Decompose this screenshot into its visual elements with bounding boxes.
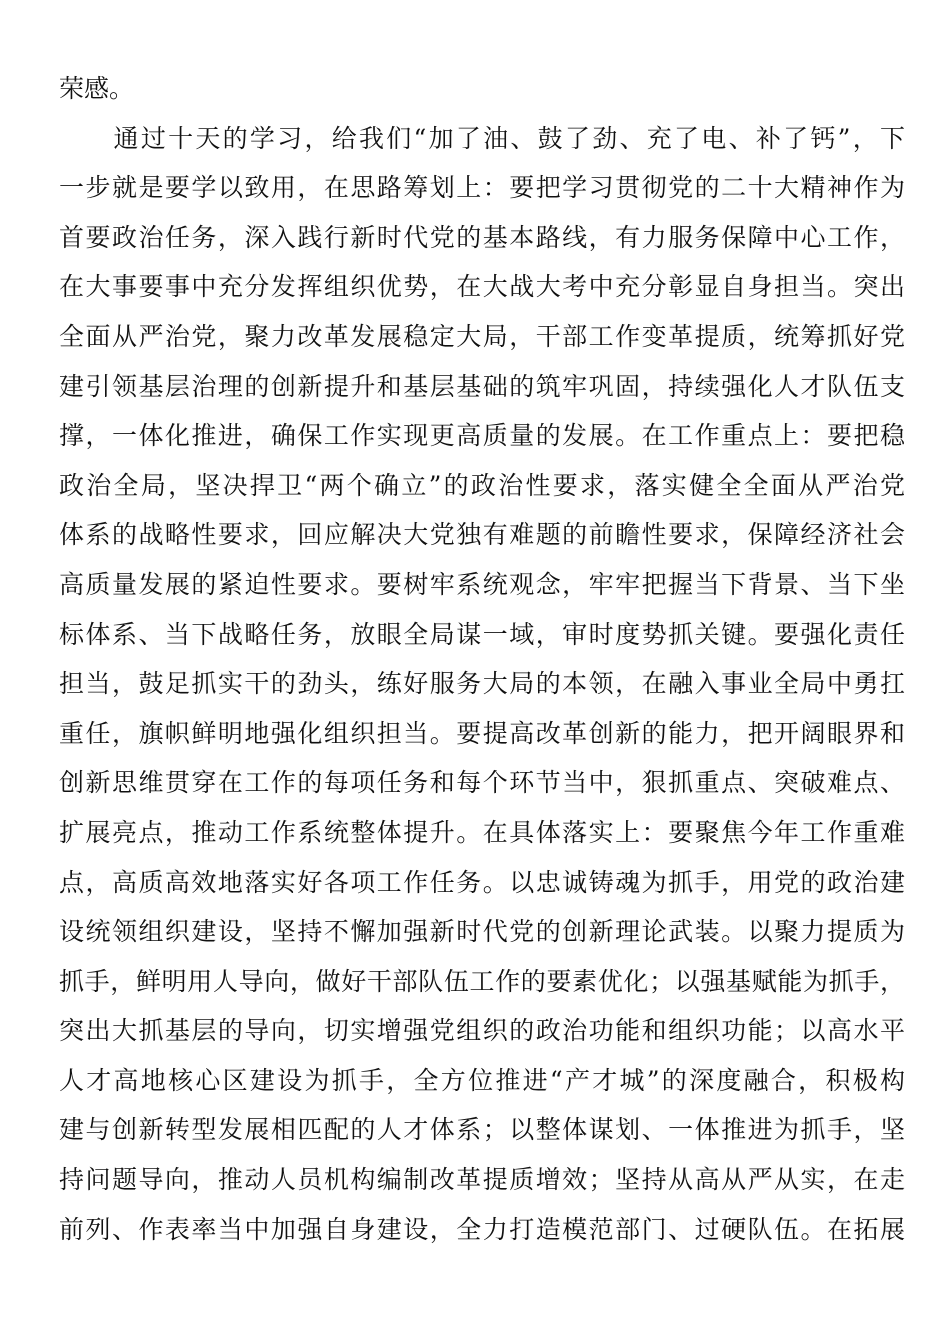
- text-line-5: 在大事要事中充分发挥组织优势，在大战大考中充分彰显自身担当。突出: [59, 272, 905, 302]
- text-line-7: 建引领基层治理的创新提升和基层基础的筑牢巩固，持续强化人才队伍支: [59, 371, 905, 401]
- text-line-24: 前列、作表率当中加强自身建设，全力打造模范部门、过硬队伍。在拓展: [59, 1214, 905, 1244]
- text-line-21: 人才高地核心区建设为抓手，全方位推进“产才城”的深度融合，积极构: [59, 1065, 905, 1095]
- text-line-8: 撑，一体化推进，确保工作实现更高质量的发展。在工作重点上：要把稳: [59, 421, 905, 451]
- text-line-9: 政治全局，坚决捍卫“两个确立”的政治性要求，落实健全全面从严治党: [59, 470, 905, 500]
- body-text: [59, 64, 905, 1254]
- text-line-22: 建与创新转型发展相匹配的人才体系；以整体谋划、一体推进为抓手，坚: [59, 1115, 905, 1145]
- text-line-18: 设统领组织建设，坚持不懈加强新时代党的创新理论武装。以聚力提质为: [59, 917, 905, 947]
- text-line-13: 担当，鼓足抓实干的劲头，练好服务大局的本领，在融入事业全局中勇扛: [59, 669, 905, 699]
- text-line-12: 标体系、当下战略任务，放眼全局谋一域，审时度势抓关键。要强化责任: [59, 619, 905, 649]
- text-line-4: 首要政治任务，深入践行新时代党的基本路线，有力服务保障中心工作，: [59, 222, 905, 252]
- text-line-1: 荣感。: [59, 74, 135, 103]
- text-line-11: 高质量发展的紧迫性要求。要树牢系统观念，牢牢把握当下背景、当下坐: [59, 569, 905, 599]
- text-line-6: 全面从严治党，聚力改革发展稳定大局，干部工作变革提质，统筹抓好党: [59, 321, 905, 351]
- text-line-16: 扩展亮点，推动工作系统整体提升。在具体落实上：要聚焦今年工作重难: [59, 817, 905, 847]
- text-line-17: 点，高质高效地落实好各项工作任务。以忠诚铸魂为抓手，用党的政治建: [59, 867, 905, 897]
- text-line-20: 突出大抓基层的导向，切实增强党组织的政治功能和组织功能；以高水平: [59, 1016, 905, 1046]
- text-line-3: 一步就是要学以致用，在思路筹划上：要把学习贯彻党的二十大精神作为: [59, 173, 905, 203]
- text-line-14: 重任，旗帜鲜明地强化组织担当。要提高改革创新的能力，把开阔眼界和: [59, 718, 905, 748]
- text-line-2: 通过十天的学习，给我们“加了油、鼓了劲、充了电、补了钙”，下: [59, 123, 905, 153]
- text-line-19: 抓手，鲜明用人导向，做好干部队伍工作的要素优化；以强基赋能为抓手，: [59, 966, 905, 996]
- text-line-10: 体系的战略性要求，回应解决大党独有难题的前瞻性要求，保障经济社会: [59, 520, 905, 550]
- text-line-23: 持问题导向，推动人员机构编制改革提质增效；坚持从高从严从实，在走: [59, 1165, 905, 1195]
- text-line-15: 创新思维贯穿在工作的每项任务和每个环节当中，狠抓重点、突破难点、: [59, 768, 905, 798]
